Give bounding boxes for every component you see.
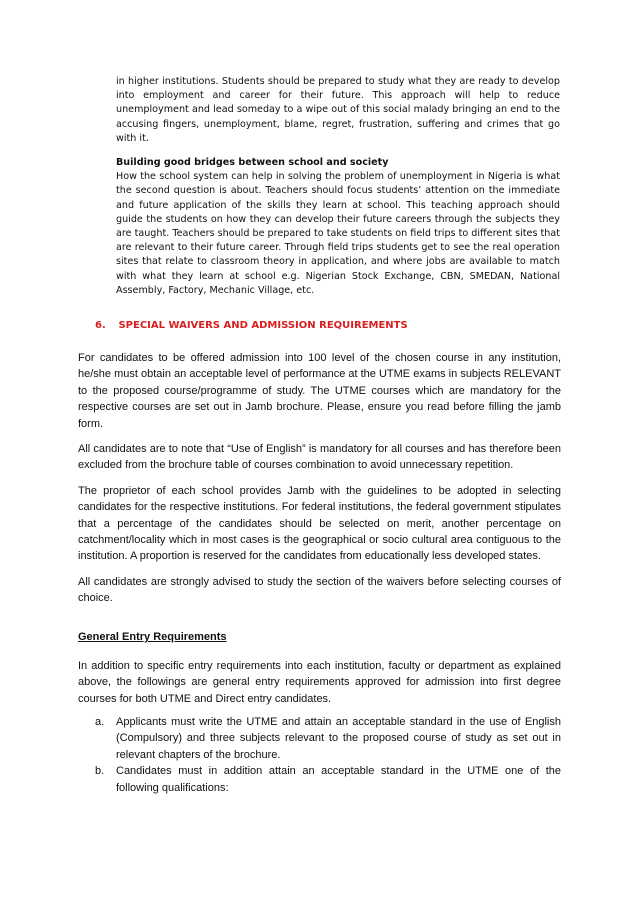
paragraph-unemployment: in higher institutions. Students should be prepared to study what they are ready to develop into employment and career for their future. This approach will help to reduce unemployment and lead someday to a wipe out of this social malady bringing an end to the accusing fingers, unemployment, blame, regret, frustration, suffering and crimes that go with it. [116, 76, 560, 144]
paragraph-proprietor: The proprietor of each school provides Jamb with the guidelines to be adopted in selecting candidates for the respective institutions. For federal institutions, the federal government stipulates that a percentage of the candidates should be selected on merit, another percentage on catchment/locality which in most cases is the geographical or socio cultural area contiguous to the institution. A proportion is reserved for the candidates from educationally less developed states. [78, 484, 561, 563]
general-entry-heading: General Entry Requirements [78, 631, 227, 643]
paragraph-school-system: How the school system can help in solving the problem of unemployment in Nigeria is what the second question is about. Teachers should focus students’ attention on the immediate and future application of the skills they learn at school. This teaching approach should guide the students on how they can develop their future careers through the subjects they are taught. Teachers should be prepared to take students on field trips to different sites that are relevant to their future career. Through field trips students get to see the real operation sites that relate to classroom theory in application, and where jobs are available to match with what they learn at school e.g. Nigerian Stock Exchange, CBN, SMEDAN, National Assembly, Factory, Mechanic Village, etc. [116, 171, 560, 296]
list-item-text: Candidates must in addition attain an acceptable standard in the UTME one of the following qualifications: [116, 765, 561, 794]
requirements-list [95, 714, 561, 796]
section-title: SPECIAL WAIVERS AND ADMISSION REQUIREMENTS [118, 320, 408, 331]
paragraph-admission: For candidates to be offered admission into 100 level of the chosen course in any institution, he/she must obtain an acceptable level of performance at the UTME exams in subjects RELEVANT to the proposed course/programme of study. The UTME courses which are mandatory for the respective courses are set out in Jamb brochure. Please, ensure you read before filling the jamb form. [78, 352, 561, 430]
paragraph-waivers-advice: All candidates are strongly advised to study the section of the waivers before selecting courses of choice. [78, 575, 561, 605]
section-number: 6. [95, 320, 106, 331]
heading-good-bridges: Building good bridges between school and society [116, 157, 389, 169]
paragraph-general-intro: In addition to specific entry requirements into each institution, faculty or department as explained above, the followings are general entry requirements approved for admission into first degree courses for both UTME and Direct entry candidates. [78, 660, 561, 705]
list-item [95, 763, 561, 796]
section-heading [95, 320, 408, 331]
top-text-block [116, 75, 560, 298]
list-marker: a. [95, 716, 105, 728]
list-item-text: Applicants must write the UTME and attain an acceptable standard in the use of English (Compulsory) and three subjects relevant to the proposed course of study as set out in relevant chapters of the brochure. [116, 716, 561, 761]
paragraph-use-of-english: All candidates are to note that “Use of English” is mandatory for all courses and has therefore been excluded from the brochure table of courses combination to avoid unnecessary repetition. [78, 443, 561, 472]
list-marker: b. [95, 765, 105, 778]
list-item [95, 714, 561, 763]
body-text-block [78, 350, 561, 607]
general-intro-block [78, 658, 561, 707]
